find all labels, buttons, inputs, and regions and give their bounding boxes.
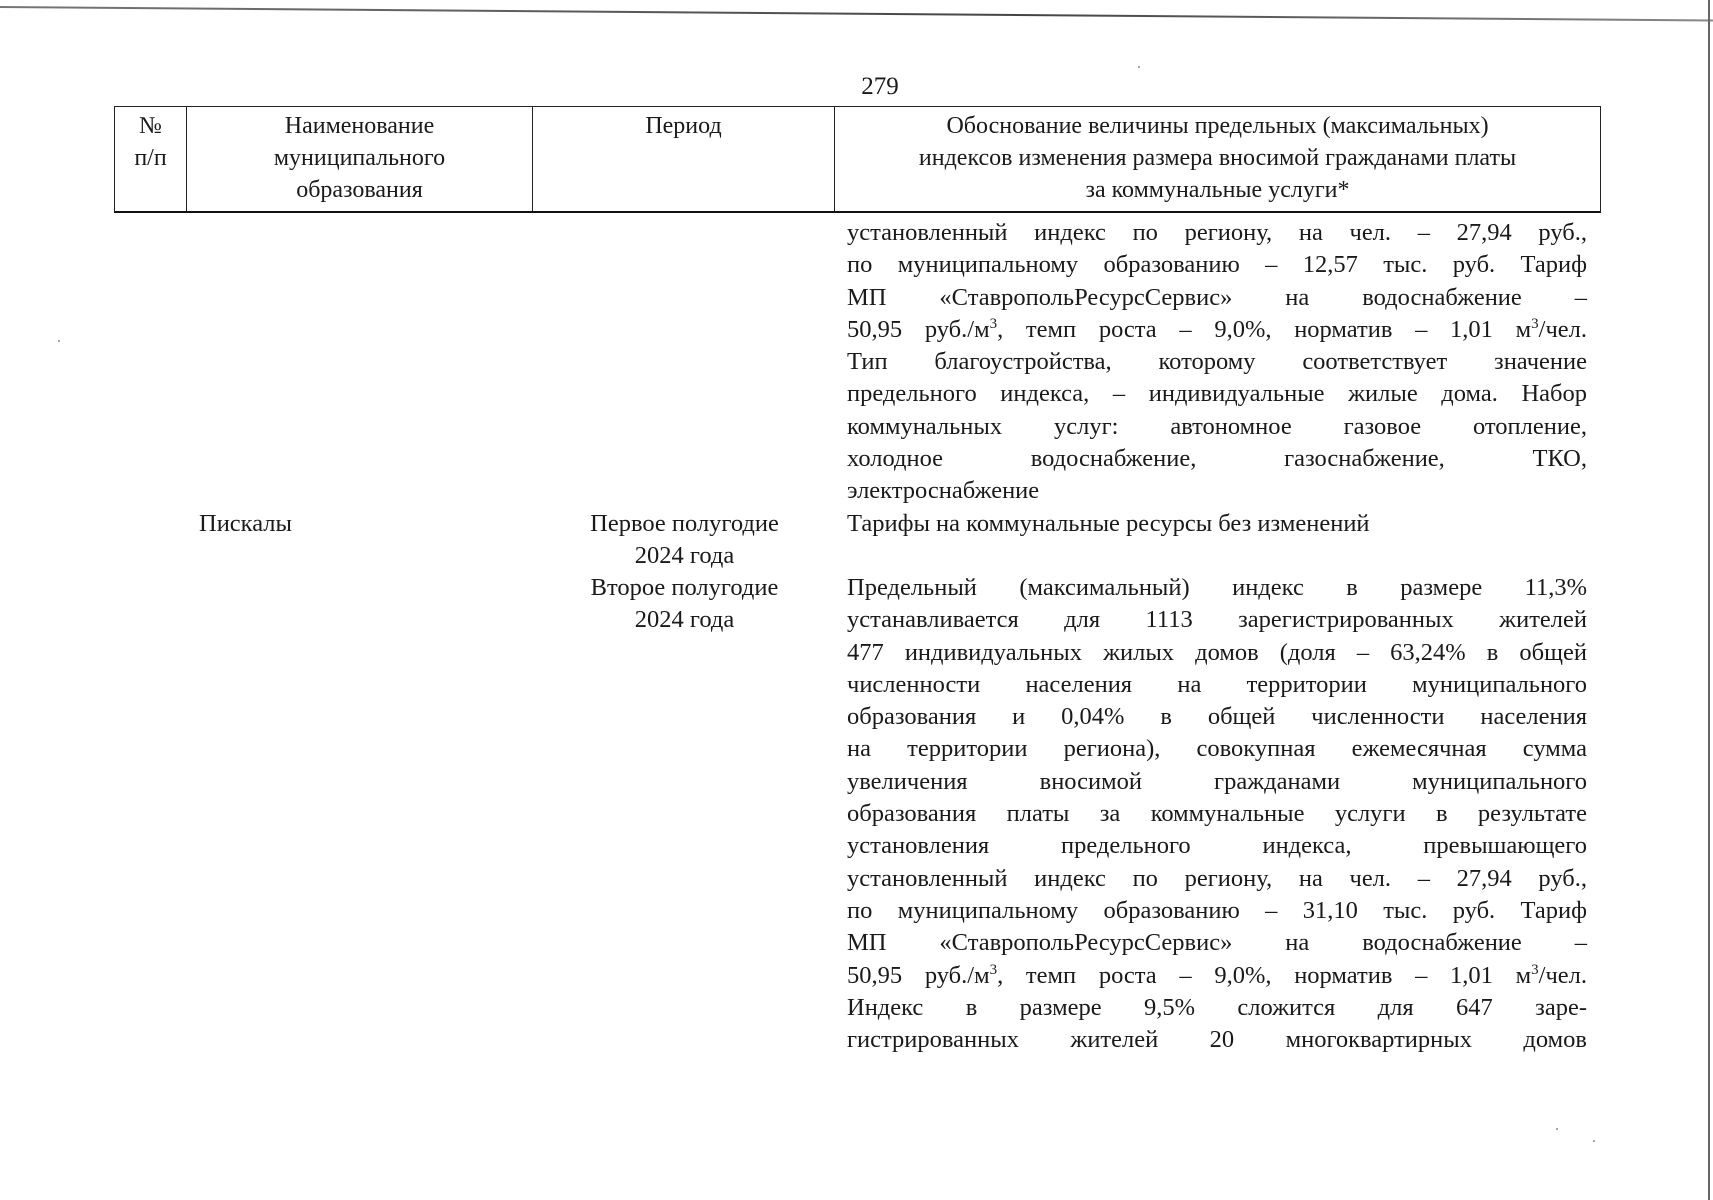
text-line: 50,95 $руб./м^3$, темп роста – 9,0%, норматив – 1,01 $м^3$/чел. xyxy=(847,315,1587,343)
text-line: 50,95 $руб./м^3$, темп роста – 9,0%, норматив – 1,01 $м^3$/чел. xyxy=(847,961,1587,989)
period-text: Второе полугодие xyxy=(590,574,779,601)
text-line: гистрированных жителей 20 многоквартирных домов xyxy=(847,1026,1587,1054)
text-line: по муниципальному образованию – 12,57 тыс. руб. Тариф xyxy=(847,251,1587,279)
period-text: Первое полугодие xyxy=(590,510,779,537)
text-line: увеличения вносимой гражданами муниципального xyxy=(847,767,1587,795)
header-col-justification xyxy=(835,107,1600,211)
scan-speck xyxy=(1593,1140,1595,1142)
period-text: 2024 года xyxy=(634,542,735,569)
header-col-number xyxy=(115,107,187,211)
scan-speck xyxy=(58,340,60,342)
page-number: 279 xyxy=(861,73,899,100)
header-text: п/п xyxy=(134,145,167,171)
text-line: численности населения на территории муниципального xyxy=(847,670,1587,698)
scan-speck xyxy=(1556,1128,1558,1130)
period-second-half xyxy=(558,572,811,636)
header-col-period xyxy=(533,107,835,211)
text-line: образования платы за коммунальные услуги в результате xyxy=(847,800,1587,828)
period-first-half xyxy=(558,508,811,572)
text-line: Индекс в размере 9,5% сложится для 647 заре- xyxy=(847,993,1587,1021)
first-half-justification xyxy=(847,508,1587,540)
text-line: установления предельного индекса, превышающего xyxy=(847,832,1587,860)
text-line: по муниципальному образованию – 31,10 тыс. руб. Тариф xyxy=(847,896,1587,924)
text-line: холодное водоснабжение, газоснабжение, ТКО, xyxy=(847,445,1587,473)
text-line: предельного индекса, – индивидуальные жилые дома. Набор xyxy=(847,380,1587,408)
scan-edge-top xyxy=(0,6,1713,21)
text-line: на территории региона), совокупная ежемесячная сумма xyxy=(847,735,1587,763)
header-text: за коммунальные услуги* xyxy=(1085,177,1350,203)
text-line: коммунальных услуг: автономное газовое отопление, xyxy=(847,412,1587,440)
header-text: Обоснование величины предельных (максимальных) xyxy=(946,113,1489,139)
header-col-municipality xyxy=(187,107,533,211)
text-line: Предельный (максимальный) индекс в размере 11,3% xyxy=(847,574,1587,601)
header-text: Период xyxy=(645,113,722,139)
text-line: образования и 0,04% в общей численности населения xyxy=(847,703,1587,731)
text-line: Тарифы на коммунальные ресурсы без изменений xyxy=(847,510,1370,537)
text-line: Тип благоустройства, которому соответствует значение xyxy=(847,348,1587,376)
second-half-justification xyxy=(847,572,1587,1056)
header-text: индексов изменения размера вносимой гражданами платы xyxy=(918,145,1517,171)
scan-edge-right xyxy=(1708,0,1710,1200)
text-line: установленный индекс по региону, на чел. – 27,94 руб., xyxy=(847,864,1587,892)
table-header xyxy=(114,106,1601,213)
text-line: электроснабжение xyxy=(847,477,1040,505)
text-line: устанавливается для 1113 зарегистрированных жителей xyxy=(847,606,1587,634)
text-line: 477 индивидуальных жилых домов (доля – 63,24% в общей xyxy=(847,638,1587,666)
header-text: муниципального xyxy=(273,145,446,171)
text-line: МП «СтавропольРесурсСервис» на водоснабжение – xyxy=(847,929,1587,957)
header-text: Наименование xyxy=(284,113,435,139)
text-line: МП «СтавропольРесурсСервис» на водоснабжение – xyxy=(847,283,1587,311)
continued-justification xyxy=(847,217,1587,508)
scan-speck xyxy=(1138,66,1140,68)
header-text: образования xyxy=(296,177,423,203)
municipality-name: Пискалы xyxy=(199,510,292,537)
period-text: 2024 года xyxy=(634,606,735,633)
text-line: установленный индекс по региону, на чел. – 27,94 руб., xyxy=(847,219,1587,246)
header-text: № xyxy=(139,113,162,139)
